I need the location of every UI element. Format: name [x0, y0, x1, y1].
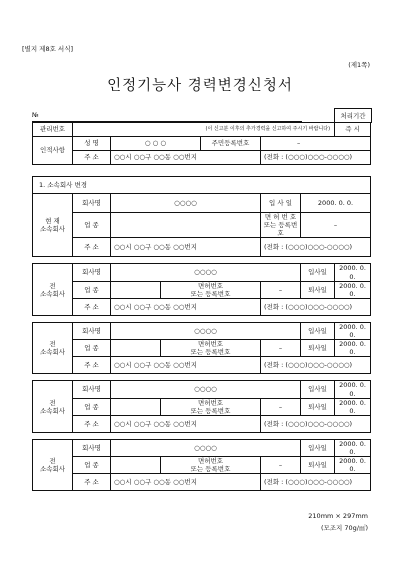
- rrn-field[interactable]: –: [261, 137, 371, 151]
- join-date-label: 입 사 일: [261, 194, 301, 213]
- name-label: 성 명: [73, 137, 111, 151]
- join-date-label: 입사일: [301, 439, 335, 456]
- company-name-label: 회사명: [73, 381, 111, 398]
- business-type-label: 업 종: [73, 340, 111, 357]
- section-title: 1. 소속회사 변경: [33, 177, 371, 194]
- company-address-field[interactable]: ○○시 ○○구 ○○동 ○○번지: [111, 238, 261, 257]
- license-field[interactable]: –: [261, 398, 301, 415]
- company-change-table: [32, 176, 371, 491]
- join-date-field[interactable]: 2000. 0. 0.: [301, 194, 371, 213]
- leave-date-field[interactable]: 2000. 0. 0.: [335, 340, 371, 357]
- company-name-label: 회사명: [73, 439, 111, 456]
- applicant-table: [32, 122, 371, 165]
- mgmt-no-label: 관리번호: [33, 123, 73, 137]
- license-label: 면허번호 또는 등록번호: [161, 457, 261, 474]
- notice-text: (이 신고분 이후의 추가경력을 신고하여 주시기 바랍니다): [111, 123, 335, 137]
- mgmt-no-field[interactable]: [73, 123, 111, 137]
- company-phone-field[interactable]: (전화 : (○○○)○○○-○○○○): [261, 298, 371, 315]
- business-type-label: 업 종: [73, 213, 111, 238]
- join-date-field[interactable]: 2000. 0. 0.: [335, 439, 371, 456]
- leave-date-field[interactable]: 2000. 0. 0.: [335, 457, 371, 474]
- company-phone-field[interactable]: (전화 : (○○○)○○○-○○○○): [261, 357, 371, 374]
- personal-info-label: 인적사항: [33, 137, 73, 165]
- company-name-field[interactable]: ○○○○: [111, 439, 301, 456]
- company-address-field[interactable]: ○○시 ○○구 ○○동 ○○번지: [111, 474, 261, 491]
- company-address-label: 주 소: [73, 415, 111, 432]
- company-address-field[interactable]: ○○시 ○○구 ○○동 ○○번지: [111, 357, 261, 374]
- process-period-value: 즉 시: [335, 123, 371, 137]
- company-address-label: 주 소: [73, 238, 111, 257]
- leave-date-label: 퇴사일: [301, 457, 335, 474]
- join-date-field[interactable]: 2000. 0. 0.: [335, 264, 371, 281]
- join-date-field[interactable]: 2000. 0. 0.: [335, 322, 371, 339]
- join-date-label: 입사일: [301, 381, 335, 398]
- join-date-label: 입사일: [301, 264, 335, 281]
- join-date-label: 입사일: [301, 322, 335, 339]
- paper-spec: (모조지 70g/㎡): [320, 524, 368, 532]
- business-type-field[interactable]: [111, 340, 161, 357]
- previous-company-label: 전 소속회사: [33, 439, 73, 491]
- license-field[interactable]: –: [261, 457, 301, 474]
- current-company-label: 현 재 소속회사: [33, 194, 73, 257]
- join-date-field[interactable]: 2000. 0. 0.: [335, 381, 371, 398]
- company-name-label: 회사명: [73, 194, 111, 213]
- leave-date-label: 퇴사일: [301, 398, 335, 415]
- page-number: (제1쪽): [348, 61, 370, 69]
- section-spacer: [33, 374, 371, 381]
- company-address-label: 주 소: [73, 357, 111, 374]
- name-field[interactable]: ○ ○ ○: [111, 137, 201, 151]
- section-spacer: [33, 257, 371, 264]
- company-address-label: 주 소: [73, 474, 111, 491]
- business-type-label: 업 종: [73, 457, 111, 474]
- business-type-field[interactable]: [111, 457, 161, 474]
- address-field[interactable]: ○○시 ○○구 ○○동 ○○번지: [111, 151, 261, 165]
- business-type-field[interactable]: [111, 398, 161, 415]
- document-number-label: №: [32, 111, 39, 119]
- process-period-label: 처리기간: [334, 108, 372, 123]
- company-name-label: 회사명: [73, 264, 111, 281]
- company-name-field[interactable]: ○○○○: [111, 322, 301, 339]
- leave-date-label: 퇴사일: [301, 281, 335, 298]
- company-name-field[interactable]: ○○○○: [111, 381, 301, 398]
- address-label: 주 소: [73, 151, 111, 165]
- section-spacer: [33, 315, 371, 322]
- company-phone-field[interactable]: (전화 : (○○○)○○○-○○○○): [261, 415, 371, 432]
- license-label: 면허번호 또는 등록번호: [161, 281, 261, 298]
- leave-date-field[interactable]: 2000. 0. 0.: [335, 398, 371, 415]
- company-name-field[interactable]: ○○○○: [111, 264, 301, 281]
- previous-company-label: 전 소속회사: [33, 322, 73, 374]
- company-address-field[interactable]: ○○시 ○○구 ○○동 ○○번지: [111, 298, 261, 315]
- license-field[interactable]: –: [261, 281, 301, 298]
- previous-company-label: 전 소속회사: [33, 264, 73, 316]
- license-label: 면 허 번 호 또는 등록번호: [261, 213, 301, 238]
- business-type-label: 업 종: [73, 281, 111, 298]
- form-number-tag: [별지 제8호 서식]: [22, 45, 74, 53]
- license-label: 면허번호 또는 등록번호: [161, 398, 261, 415]
- license-label: 면허번호 또는 등록번호: [161, 340, 261, 357]
- leave-date-label: 퇴사일: [301, 340, 335, 357]
- company-address-field[interactable]: ○○시 ○○구 ○○동 ○○번지: [111, 415, 261, 432]
- rrn-label: 주민등록번호: [201, 137, 261, 151]
- license-field[interactable]: –: [301, 213, 371, 238]
- company-name-label: 회사명: [73, 322, 111, 339]
- business-type-field[interactable]: [111, 213, 261, 238]
- page-title: 인정기능사 경력변경신청서: [107, 78, 293, 94]
- company-phone-field[interactable]: (전화 : (○○○)○○○-○○○○): [261, 238, 371, 257]
- company-name-field[interactable]: ○○○○: [111, 194, 261, 213]
- phone-field[interactable]: (전화 : (○○○)○○○-○○○○): [261, 151, 371, 165]
- company-address-label: 주 소: [73, 298, 111, 315]
- section-spacer: [33, 432, 371, 439]
- paper-size: 210mm × 297mm: [308, 512, 368, 520]
- previous-company-label: 전 소속회사: [33, 381, 73, 433]
- company-phone-field[interactable]: (전화 : (○○○)○○○-○○○○): [261, 474, 371, 491]
- license-field[interactable]: –: [261, 340, 301, 357]
- business-type-label: 업 종: [73, 398, 111, 415]
- leave-date-field[interactable]: 2000. 0. 0.: [335, 281, 371, 298]
- business-type-field[interactable]: [111, 281, 161, 298]
